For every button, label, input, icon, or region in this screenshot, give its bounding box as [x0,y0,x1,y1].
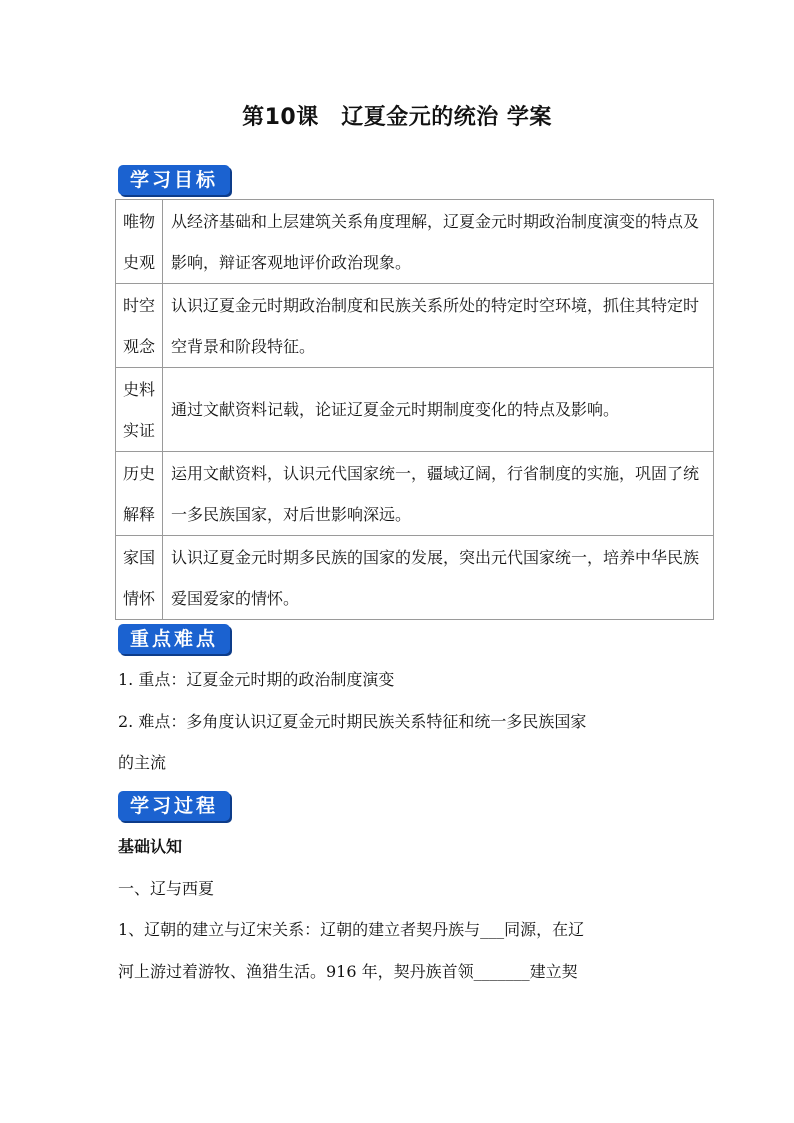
goal-key-line: 史料 [122,379,155,399]
goal-key-line: 历史 [122,463,155,483]
item-1-line-2: 河上游过着游牧、渔猎生活。916 年，契丹族首领_______建立契 [118,962,578,981]
table-row [116,452,714,536]
goal-key-cell [116,368,163,452]
subheading: 基础认知 [118,837,183,856]
section-heading: 一、辽与西夏 [118,879,215,898]
goal-text: 通过文献资料记载，论证辽夏金元时期制度变化的特点及影响。 [163,368,714,452]
section-badge-goals: 学习目标 [118,165,230,195]
item-1-line-1: 1、辽朝的建立与辽宋关系：辽朝的建立者契丹族与___同源，在辽 [118,920,585,939]
goal-key-line: 史观 [122,252,155,272]
goal-key-line: 解释 [122,504,155,524]
goal-key-line: 观念 [122,336,155,356]
goal-key-cell [116,536,163,620]
keypoint-2-continued: 的主流 [118,753,167,772]
goal-text: 认识辽夏金元时期多民族的国家的发展，突出元代国家统一，培养中华民族爱国爱家的情怀。 [163,536,714,620]
goal-key-cell [116,452,163,536]
goal-key-cell [116,284,163,368]
table-row [116,368,714,452]
keypoint-1: 1. 重点：辽夏金元时期的政治制度演变 [118,670,395,689]
goal-key-line: 唯物 [122,211,155,231]
goal-key-line: 家国 [122,547,155,567]
page-title: 第10课 辽夏金元的统治 学案 [242,105,552,130]
goal-key-line: 时空 [122,295,155,315]
goals-table [115,199,714,620]
table-row [116,284,714,368]
table-row [116,536,714,620]
table-row [116,200,714,284]
goal-key-line: 实证 [122,420,155,440]
goal-text: 从经济基础和上层建筑关系角度理解，辽夏金元时期政治制度演变的特点及影响，辩证客观地评价政治现象。 [163,200,714,284]
keypoint-2: 2. 难点：多角度认识辽夏金元时期民族关系特征和统一多民族国家 [118,712,587,731]
goal-key-cell [116,200,163,284]
goal-key-line: 情怀 [122,588,155,608]
section-badge-keypoints: 重点难点 [118,624,230,654]
section-badge-process: 学习过程 [118,791,230,821]
goal-text: 认识辽夏金元时期政治制度和民族关系所处的特定时空环境，抓住其特定时空背景和阶段特征。 [163,284,714,368]
goal-text: 运用文献资料，认识元代国家统一，疆域辽阔，行省制度的实施，巩固了统一多民族国家，对后世影响深远。 [163,452,714,536]
